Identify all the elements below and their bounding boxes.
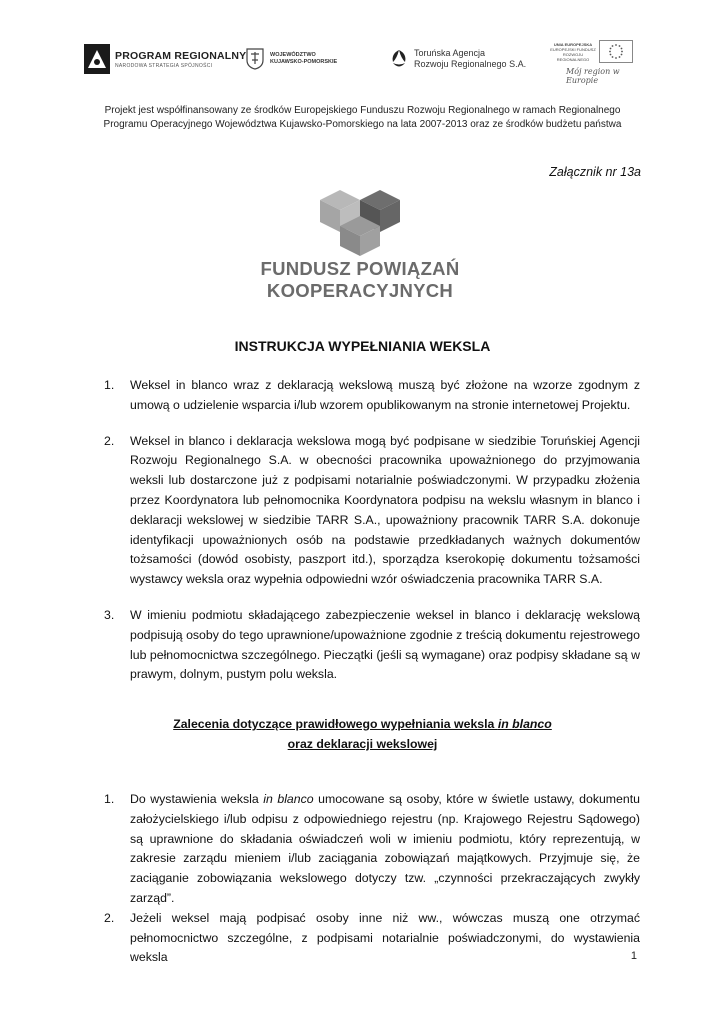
tarr-leaf-icon	[388, 48, 410, 70]
tarr-name-line2: Rozwoju Regionalnego S.A.	[414, 59, 527, 69]
coat-of-arms-icon	[246, 48, 264, 70]
recommendation-number: 2.	[104, 910, 115, 925]
instruction-number: 3.	[104, 607, 115, 622]
page-number: 1	[630, 950, 637, 962]
eu-name: UNIA EUROPEJSKA	[553, 41, 593, 47]
fund-logo-line2: KOOPERACYJNYCH	[266, 280, 454, 301]
recommendation-item	[104, 909, 640, 968]
instruction-text: Weksel in blanco i deklaracja wekslowa mogą być podpisane w siedzibie Toruńskiej Agencji Rozwoju Regionalnego S.A. w obecności pracownika upoważnionego do przyjmowania weksli lub dostarczone już z podpisami notarialnie poświadczonymi. W przypadku złożenia przez Koordynatora lub pełnomocnika Koordynatora podpisu na wekslu własnym in blanco i deklaracji wekslowej w siedzibie TARR S.A., upoważniony pracownik TARR S.A. dokonuje identyfikacji upoważnionych osób na podstawie przedkładanych ważnych dokumentów tożsamości (dowód osobisty, paszport itd.), sporządza kserokopię dokumentu tożsamości wystawcy weksla oraz wypełnia odpowiedni wzór oświadczenia pracownika TARR S.A.	[130, 433, 640, 587]
instruction-item	[104, 606, 640, 685]
instruction-item	[104, 432, 640, 590]
recommendation-text-b: umocowane są osoby, które w świetle ustawy, dokumentu założycielskiego i/lub odpisu z odpowiedniego rejestru (np. Krajowego Rejestru Sądowego) są uprawnione do składania oświadczeń woli w imieniu podmiotu, który reprezentują, w zakresie zarządu mieniem i/lub zaciągania zobowiązań majątkowych. Przyjmuje się, że zaciąganie zobowiązania wekslowego dotyczy tzw. „czynności przekraczających zwykły zarząd”.	[130, 792, 640, 905]
header-logos	[84, 40, 644, 100]
instruction-text: W imieniu podmiotu składającego zabezpieczenie weksel in blanco i deklarację wekslową podpisują osoby do tego uprawnione/upoważnione zgodnie z treścią dokumentu rejestrowego lub pełnomocnictwa szczególnego. Pieczątki (jeśli są wymagane) oraz podpisy składane są w prawym, dolnym, pustym polu weksla.	[130, 607, 640, 682]
kujawsko-pomorskie-logo	[246, 48, 337, 70]
cofinancing-line2: Programu Operacyjnego Województwa Kujawsko-Pomorskiego na lata 2007-2013 oraz ze środków budżetu państwa	[103, 119, 622, 130]
fund-logo-line1: FUNDUSZ POWIĄZAŃ	[260, 258, 460, 279]
heading-line1-b: in blanco	[497, 717, 552, 731]
instructions-list	[104, 376, 640, 701]
recommendations-list	[104, 790, 640, 968]
recommendation-number: 1.	[104, 792, 115, 806]
eu-flag-icon	[599, 40, 633, 63]
program-regionalny-logo	[84, 44, 246, 74]
eu-fund-line2: ROZWOJU REGIONALNEGO	[556, 51, 590, 62]
recommendation-item	[104, 790, 640, 909]
tarr-logo	[388, 48, 526, 70]
program-regionalny-title: PROGRAM REGIONALNY	[115, 49, 247, 62]
heading-line1-a: Zalecenia dotyczące prawidłowego wypełniania weksla	[173, 717, 498, 731]
recommendation-text: Jeżeli weksel mają podpisać osoby inne niż ww., wówczas muszą one otrzymać pełnomocnictwo szczególne, z podpisami notarialnie poświadczonymi, do wystawienia weksla	[130, 910, 640, 965]
eu-slogan: Mój region w Europie	[566, 67, 620, 85]
recommendation-text-em: in blanco	[263, 792, 314, 806]
fund-logo-text	[250, 258, 470, 302]
instruction-number: 1.	[104, 378, 115, 392]
eu-fund-line1: EUROPEJSKI FUNDUSZ	[550, 46, 596, 52]
region-name-line1: WOJEWÓDZTWO	[270, 52, 316, 58]
region-name-line2: KUJAWSKO-POMORSKIE	[270, 59, 338, 65]
instruction-text: Weksel in blanco wraz z deklaracją wekslową muszą być złożone na wzorze zgodnym z umową o udzielenie wsparcia i/lub wzorem opublikowanym na stronie internetowej Projektu.	[130, 378, 640, 412]
instruction-number: 2.	[104, 433, 115, 448]
heading-line2: oraz deklaracji wekslowej	[287, 737, 438, 751]
annex-label: Załącznik nr 13a	[549, 165, 641, 179]
recommendation-text-a: Do wystawienia weksla	[130, 792, 264, 806]
program-regionalny-subtitle: NARODOWA STRATEGIA SPÓJNOŚCI	[115, 62, 213, 69]
program-regionalny-icon	[84, 44, 110, 74]
recommendations-heading	[0, 714, 725, 754]
instruction-item	[104, 376, 640, 416]
eu-logo	[550, 40, 644, 85]
document-title: INSTRUKCJA WYPEŁNIANIA WEKSLA	[234, 338, 491, 354]
cofinancing-line1: Projekt jest współfinansowany ze środków Europejskiego Funduszu Rozwoju Regionalnego w ramach Regionalnego	[104, 105, 621, 116]
cofinancing-statement	[60, 104, 665, 132]
tarr-name-line1: Toruńska Agencja	[414, 48, 486, 58]
